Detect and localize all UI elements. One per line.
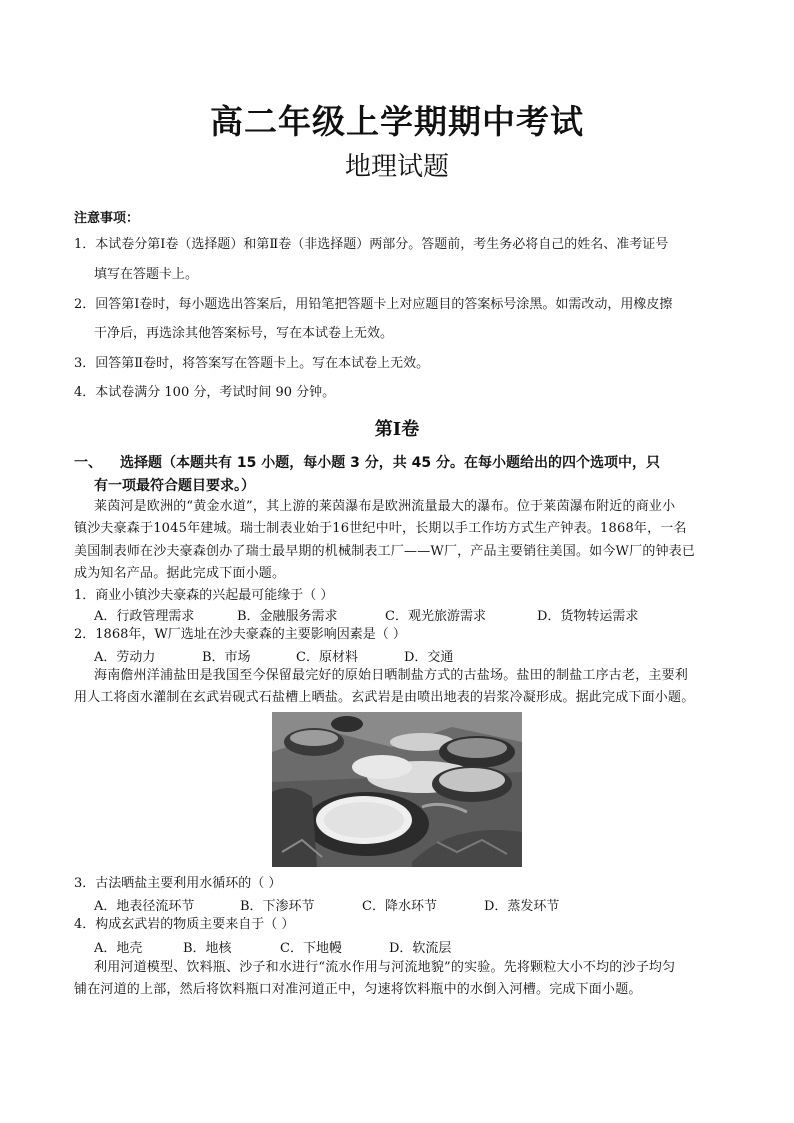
notice-line-2-cont: 干净后，再选涂其他答案标号，写在本试卷上无效。 — [94, 326, 394, 341]
notice-line-1-cont: 填写在答题卡上。 — [94, 267, 199, 282]
q3-option-b: B．下渗环节 — [240, 899, 315, 914]
passage1-line-1: 莱茵河是欧洲的“黄金水道”，其上游的莱茵瀑布是欧洲流量最大的瀑布。位于莱茵瀑布附近的商业小 — [94, 499, 676, 514]
notice-line-4: 4．本试卷满分 100 分，考试时间 90 分钟。 — [74, 385, 336, 400]
passage2-line-1: 海南儋州洋浦盐田是我国至今保留最完好的原始日晒制盐方式的古盐场。盐田的制盐工序古老，主要利 — [94, 668, 689, 683]
q1-stem: 1．商业小镇沙夫豪森的兴起最可能缘于（ ） — [74, 588, 334, 603]
part-number: 一、 — [74, 455, 102, 471]
notice-line-3: 3．回答第Ⅱ卷时，将答案写在答题卡上。写在本试卷上无效。 — [74, 356, 430, 371]
q4-option-d: D．软流层 — [389, 941, 452, 956]
passage3-line-1: 利用河道模型、饮料瓶、沙子和水进行“流水作用与河流地貌”的实验。先将颗粒大小不均的沙子均匀 — [94, 960, 676, 975]
q1-option-c: C．观光旅游需求 — [385, 609, 486, 624]
passage1-line-4: 成为知名产品。据此完成下面小题。 — [74, 566, 286, 581]
part-instruction-line-1: 选择题（本题共有 15 小题，每小题 3 分，共 45 分。在每小题给出的四个选项中，只 — [120, 455, 660, 471]
page-title: 高二年级上学期期中考试 — [210, 102, 584, 141]
q4-option-c: C．下地幔 — [280, 941, 342, 956]
q2-option-a: A．劳动力 — [94, 650, 156, 665]
part-instruction-line-2: 有一项最符合题目要求。） — [94, 478, 255, 494]
q1-option-d: D．货物转运需求 — [537, 609, 639, 624]
passage3-line-2: 铺在河道的上部，然后将饮料瓶口对准河道正中，匀速将饮料瓶中的水倒入河槽。完成下面小题。 — [74, 982, 642, 997]
q4-stem: 4．构成玄武岩的物质主要来自于（ ） — [74, 917, 295, 932]
q2-stem: 2．1868年，W厂选址在沙夫豪森的主要影响因素是（ ） — [74, 627, 406, 642]
passage1-line-3: 美国制表师在沙夫豪森创办了瑞士最早期的机械制表工厂——W厂，产品主要销往美国。如今W厂的钟表已 — [74, 544, 696, 559]
q3-option-c: C．降水环节 — [362, 899, 437, 914]
q4-option-b: B．地核 — [183, 941, 232, 956]
notice-heading: 注意事项： — [74, 211, 140, 226]
q1-option-a: A．行政管理需求 — [94, 609, 195, 624]
passage1-line-2: 镇沙夫豪森于1045年建城。瑞士制表业始于16世纪中叶，长期以手工作坊方式生产钟表。1868年，一名 — [74, 521, 687, 536]
q1-option-b: B．金融服务需求 — [237, 609, 338, 624]
q3-option-a: A．地表径流环节 — [94, 899, 195, 914]
q2-option-b: B．市场 — [202, 650, 251, 665]
page-subtitle: 地理试题 — [344, 152, 449, 182]
q3-option-d: D．蒸发环节 — [484, 899, 560, 914]
q2-option-d: D．交通 — [404, 650, 454, 665]
salt-field-photo — [272, 712, 522, 867]
notice-line-2: 2．回答第Ⅰ卷时，每小题选出答案后，用铅笔把答题卡上对应题目的答案标号涂黑。如需改动，用橡皮擦 — [74, 297, 673, 312]
q2-option-c: C．原材料 — [296, 650, 358, 665]
q3-stem: 3．古法晒盐主要利用水循环的（ ） — [74, 876, 282, 891]
q4-option-a: A．地壳 — [94, 941, 143, 956]
notice-line-1: 1．本试卷分第Ⅰ卷（选择题）和第Ⅱ卷（非选择题）两部分。答题前，考生务必将自己的姓名、准考证号 — [74, 237, 669, 252]
section-title: 第Ⅰ卷 — [374, 419, 420, 440]
passage2-line-2: 用人工将卤水灌制在玄武岩砚式石盐槽上晒盐。玄武岩是由喷出地表的岩浆冷凝形成。据此完成下面小题。 — [74, 690, 695, 705]
